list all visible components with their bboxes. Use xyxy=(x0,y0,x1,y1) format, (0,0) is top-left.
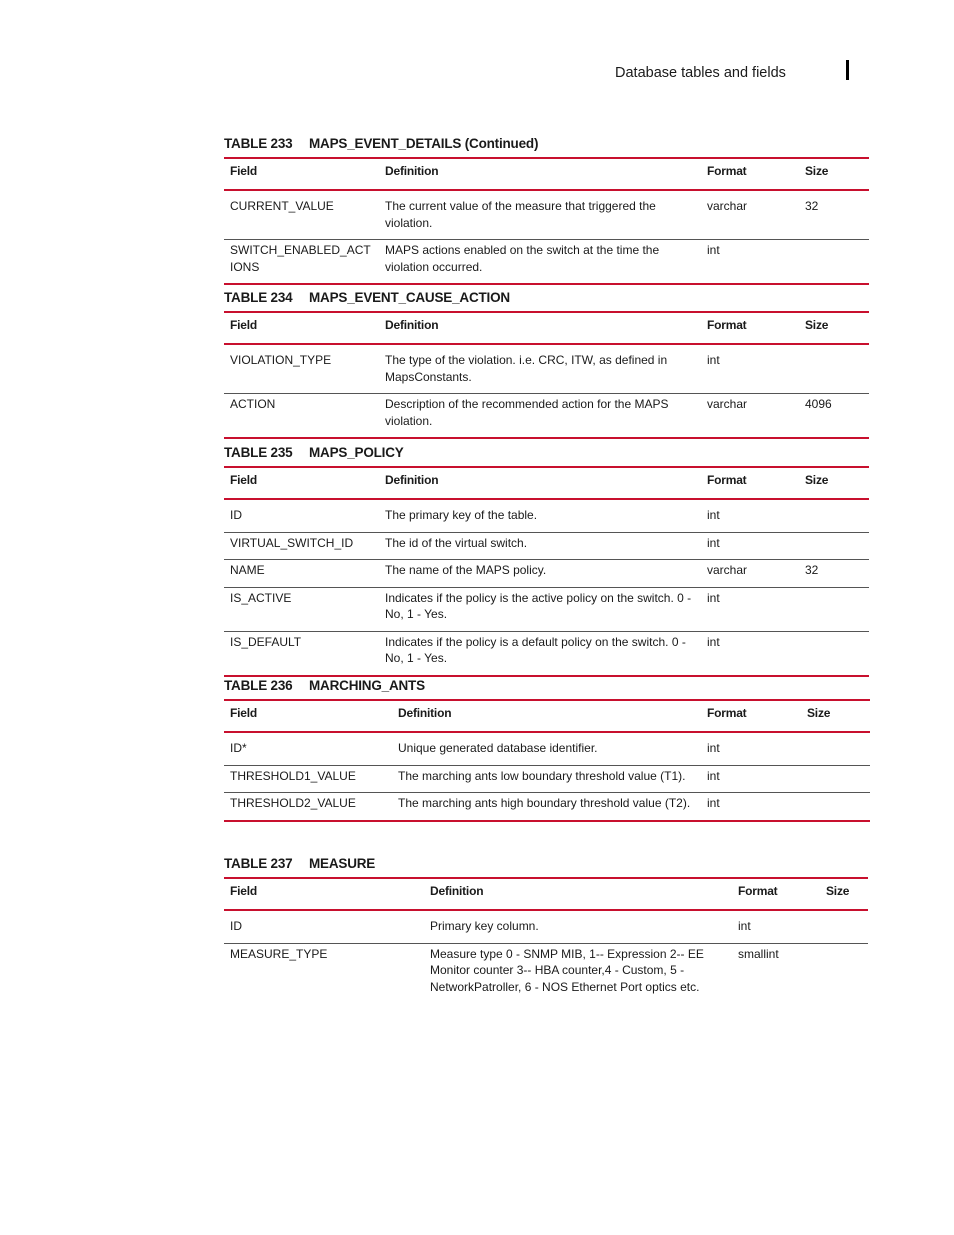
cell-definition: Indicates if the policy is a default policy on the switch. 0 - No, 1 - Yes. xyxy=(385,634,686,665)
cell-format: int xyxy=(707,741,720,755)
table-caption xyxy=(224,678,870,692)
cell-field: ID xyxy=(230,508,242,522)
table-name: MAPS_EVENT_DETAILS (Continued) xyxy=(309,136,539,151)
cell-definition: Unique generated database identifier. xyxy=(398,741,598,755)
cell-definition: The marching ants low boundary threshold value (T1). xyxy=(398,768,686,783)
cell-field: ID* xyxy=(230,741,247,755)
cell-format: int xyxy=(707,768,720,783)
table-row xyxy=(224,631,869,676)
table-row xyxy=(224,394,869,439)
column-header-definition: Definition xyxy=(385,164,439,178)
table-row xyxy=(224,587,869,631)
column-header-format: Format xyxy=(707,706,747,720)
table-header-row xyxy=(224,878,868,910)
table-number: TABLE 233 xyxy=(224,136,293,151)
table-row xyxy=(224,532,869,560)
cell-format: int xyxy=(707,535,720,550)
cell-format: varchar xyxy=(707,563,748,577)
cell-size xyxy=(799,587,869,631)
cell-format: varchar xyxy=(707,397,748,411)
table-233 xyxy=(224,157,869,285)
cell-field: SWITCH_ENABLED_ACTIONS xyxy=(230,243,371,274)
cell-size: 4096 xyxy=(805,397,832,411)
table-row xyxy=(224,765,870,793)
running-header-title: Database tables and fields xyxy=(615,65,786,81)
column-header-size: Size xyxy=(807,706,831,720)
column-header-field: Field xyxy=(230,473,258,487)
cell-format: int xyxy=(707,353,720,367)
table-234-block xyxy=(224,290,869,439)
cell-size xyxy=(799,499,869,532)
cell-format: int xyxy=(707,508,720,522)
column-header-size: Size xyxy=(805,473,829,487)
column-header-size: Size xyxy=(805,164,829,178)
table-234 xyxy=(224,311,869,439)
table-name: MAPS_EVENT_CAUSE_ACTION xyxy=(309,290,510,305)
table-number: TABLE 234 xyxy=(224,290,293,305)
cell-field: IS_ACTIVE xyxy=(230,590,292,605)
cell-format: int xyxy=(707,634,720,649)
cell-size xyxy=(820,910,868,943)
table-235 xyxy=(224,466,869,677)
cell-size xyxy=(801,765,870,793)
table-caption xyxy=(224,136,869,150)
table-row xyxy=(224,499,869,532)
table-name: MARCHING_ANTS xyxy=(309,678,425,693)
cell-definition: Measure type 0 - SNMP MIB, 1-- Expression 2-- EE Monitor counter 3-- HBA counter,4 - Custom, 5 - NetworkPatroller, 6 - NOS Ethernet Port optics etc. xyxy=(430,946,704,994)
cell-size: 32 xyxy=(805,199,819,213)
table-number: TABLE 235 xyxy=(224,445,293,460)
table-number: TABLE 236 xyxy=(224,678,293,693)
cell-definition: The id of the virtual switch. xyxy=(385,535,528,550)
column-header-format: Format xyxy=(707,473,747,487)
column-header-definition: Definition xyxy=(430,884,484,898)
cell-size xyxy=(801,732,870,765)
table-row xyxy=(224,732,870,765)
table-237 xyxy=(224,877,868,1003)
table-header-row xyxy=(224,312,869,344)
cell-format: int xyxy=(707,796,720,810)
table-236-block xyxy=(224,678,870,822)
table-row xyxy=(224,910,868,943)
table-header-row xyxy=(224,700,870,732)
cell-definition: The name of the MAPS policy. xyxy=(385,563,547,577)
table-header-row xyxy=(224,158,869,190)
cell-definition: The type of the violation. i.e. CRC, ITW, as defined in MapsConstants. xyxy=(385,353,668,384)
table-caption xyxy=(224,445,869,459)
cell-format: int xyxy=(707,243,720,257)
cell-format: int xyxy=(707,590,720,605)
cell-size xyxy=(799,631,869,676)
cell-field: CURRENT_VALUE xyxy=(230,199,334,213)
cell-definition: Primary key column. xyxy=(430,919,539,933)
column-header-definition: Definition xyxy=(385,473,439,487)
cell-size xyxy=(799,344,869,394)
table-row xyxy=(224,190,869,240)
table-caption xyxy=(224,290,869,304)
table-row xyxy=(224,560,869,588)
column-header-size: Size xyxy=(805,318,829,332)
cell-size xyxy=(801,793,870,821)
column-header-format: Format xyxy=(707,164,747,178)
table-235-block xyxy=(224,445,869,677)
cell-field: ID xyxy=(230,919,242,933)
table-row xyxy=(224,943,868,1003)
cell-definition: The marching ants high boundary threshold value (T2). xyxy=(398,796,691,810)
cell-definition: Description of the recommended action for the MAPS violation. xyxy=(385,397,669,428)
chapter-marker-bar xyxy=(846,60,849,80)
cell-size xyxy=(799,240,869,285)
table-number: TABLE 237 xyxy=(224,856,293,871)
table-caption xyxy=(224,856,868,870)
table-header-row xyxy=(224,467,869,499)
table-name: MEASURE xyxy=(309,856,376,871)
cell-format: varchar xyxy=(707,199,748,213)
table-row xyxy=(224,240,869,285)
cell-field: THRESHOLD1_VALUE xyxy=(230,768,356,783)
table-row xyxy=(224,793,870,821)
column-header-format: Format xyxy=(738,884,778,898)
column-header-field: Field xyxy=(230,318,258,332)
table-name: MAPS_POLICY xyxy=(309,445,404,460)
cell-definition: The primary key of the table. xyxy=(385,508,538,522)
cell-definition: Indicates if the policy is the active policy on the switch. 0 - No, 1 - Yes. xyxy=(385,590,692,621)
cell-definition: MAPS actions enabled on the switch at the time the violation occurred. xyxy=(385,243,660,274)
cell-field: VIOLATION_TYPE xyxy=(230,353,332,367)
cell-size xyxy=(799,532,869,560)
cell-field: THRESHOLD2_VALUE xyxy=(230,796,356,810)
column-header-field: Field xyxy=(230,706,258,720)
column-header-field: Field xyxy=(230,884,258,898)
cell-field: MEASURE_TYPE xyxy=(230,946,328,961)
cell-size xyxy=(820,943,868,1003)
cell-field: NAME xyxy=(230,563,265,577)
cell-field: IS_DEFAULT xyxy=(230,634,302,649)
cell-definition: The current value of the measure that triggered the violation. xyxy=(385,199,656,230)
table-237-block xyxy=(224,856,868,1003)
cell-field: VIRTUAL_SWITCH_ID xyxy=(230,535,354,550)
column-header-definition: Definition xyxy=(385,318,439,332)
column-header-format: Format xyxy=(707,318,747,332)
cell-field: ACTION xyxy=(230,397,276,411)
column-header-field: Field xyxy=(230,164,258,178)
table-236 xyxy=(224,699,870,822)
cell-format: smallint xyxy=(738,946,779,961)
cell-format: int xyxy=(738,919,751,933)
column-header-definition: Definition xyxy=(398,706,452,720)
table-row xyxy=(224,344,869,394)
column-header-size: Size xyxy=(826,884,850,898)
cell-size: 32 xyxy=(805,563,819,577)
table-233-block xyxy=(224,136,869,285)
